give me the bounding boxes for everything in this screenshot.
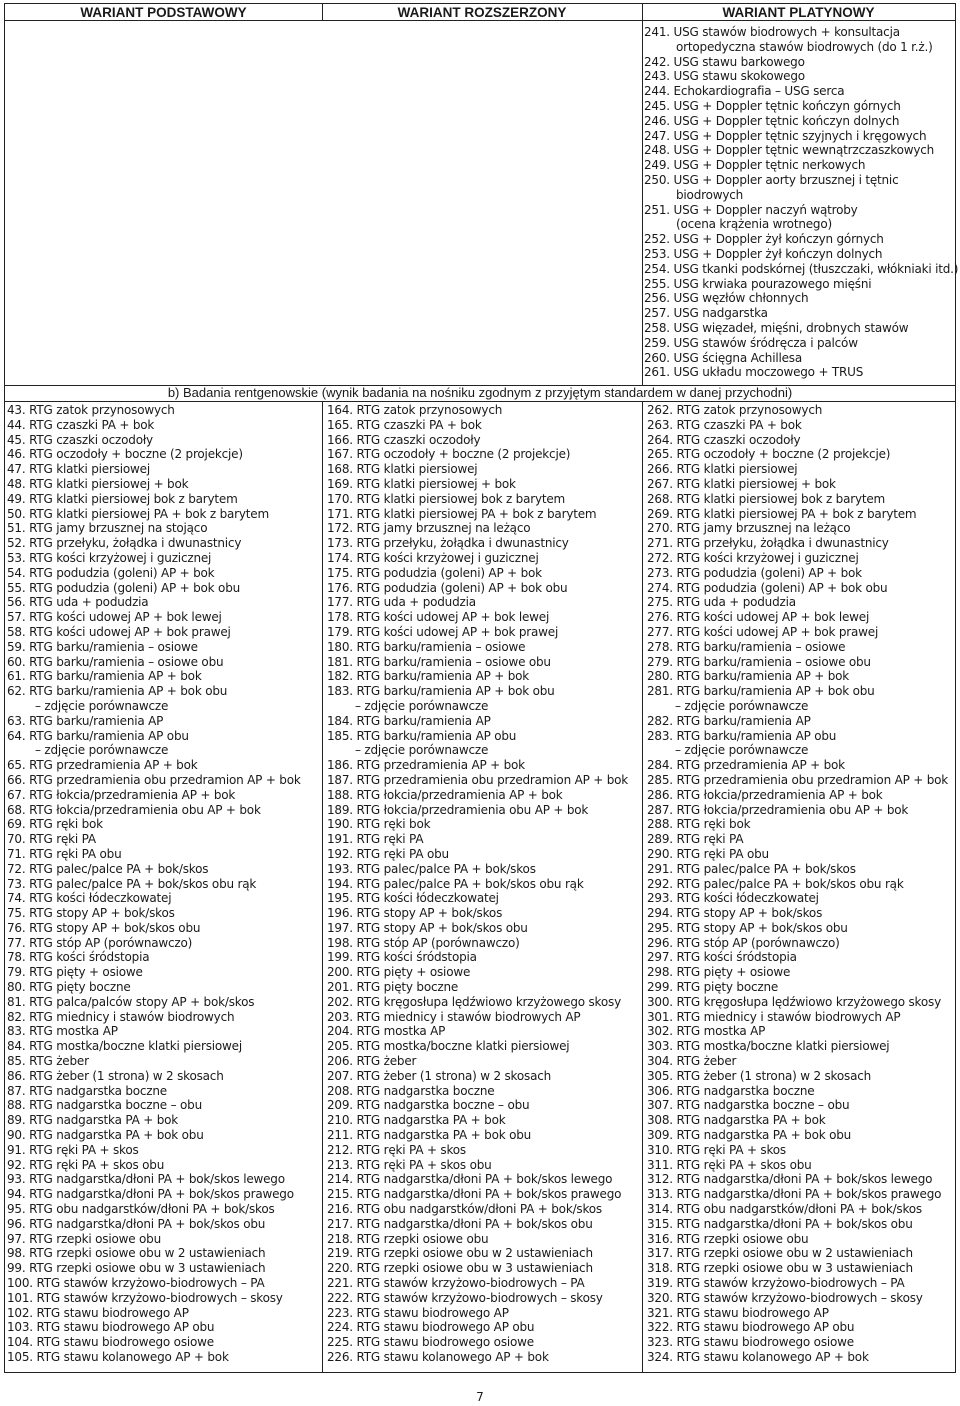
- header-basic: WARIANT PODSTAWOWY: [5, 4, 322, 21]
- list-item: 219. RTG rzepki osiowe obu w 2 ustawieniach: [327, 1246, 593, 1261]
- list-item: 177. RTG uda + podudzia: [327, 595, 476, 610]
- list-item: 69. RTG ręki bok: [7, 817, 103, 832]
- list-item: 61. RTG barku/ramienia AP + bok: [7, 669, 202, 684]
- list-item: 246. USG + Doppler tętnic kończyn dolnych: [644, 113, 900, 128]
- list-item: biodrowych: [676, 187, 744, 202]
- list-item: 252. USG + Doppler żył kończyn górnych: [644, 232, 884, 247]
- list-item: 189. RTG łokcia/przedramienia obu AP + bok: [327, 802, 589, 817]
- list-item: 296. RTG stóp AP (porównawczo): [647, 935, 840, 950]
- divider: [642, 401, 643, 1372]
- list-item: 170. RTG klatki piersiowej bok z barytem: [327, 491, 566, 506]
- list-item: 53. RTG kości krzyżowej i guzicznej: [7, 550, 212, 565]
- list-item: 51. RTG jamy brzusznej na stojąco: [7, 521, 208, 536]
- list-item: 226. RTG stawu kolanowego AP + bok: [327, 1350, 549, 1364]
- list-item: 180. RTG barku/ramienia – osiowe: [327, 639, 526, 654]
- list-item: 286. RTG łokcia/przedramienia AP + bok: [647, 787, 883, 802]
- list-item: 83. RTG mostka AP: [7, 1024, 118, 1039]
- list-item: 171. RTG klatki piersiowej PA + bok z barytem: [327, 506, 597, 521]
- list-item: 209. RTG nadgarstka boczne – obu: [327, 1098, 530, 1113]
- list-item: 77. RTG stóp AP (porównawczo): [7, 935, 193, 950]
- list-item: 197. RTG stopy AP + bok/skos obu: [327, 920, 528, 935]
- list-item: – zdjęcie porównawcze: [355, 698, 489, 713]
- list-item: 284. RTG przedramienia AP + bok: [647, 758, 845, 773]
- list-item: 70. RTG ręki PA: [7, 832, 96, 847]
- list-item: 67. RTG łokcia/przedramienia AP + bok: [7, 787, 236, 802]
- list-item: 298. RTG pięty + osiowe: [647, 965, 791, 980]
- list-item: – zdjęcie porównawcze: [35, 698, 169, 713]
- list-item: 242. USG stawu barkowego: [644, 54, 805, 69]
- list-item: 62. RTG barku/ramienia AP + bok obu: [7, 684, 228, 699]
- list-item: 275. RTG uda + podudzia: [647, 595, 796, 610]
- section-title: b) Badania rentgenowskie (wynik badania na nośniku zgodnym z przyjętym standardem w danej przychodni): [167, 385, 793, 400]
- list-item: – zdjęcie porównawcze: [355, 743, 489, 758]
- list-item: 195. RTG kości łódeczkowatej: [327, 891, 499, 906]
- list-item: 320. RTG stawów krzyżowo-biodrowych – skosy: [647, 1290, 923, 1305]
- list-item: 80. RTG pięty boczne: [7, 980, 131, 995]
- list-item: 203. RTG miednicy i stawów biodrowych AP: [327, 1009, 581, 1024]
- list-item: 282. RTG barku/ramienia AP: [647, 713, 811, 728]
- list-item: 43. RTG zatok przynosowych: [7, 403, 175, 417]
- list-item: 205. RTG mostka/boczne klatki piersiowej: [327, 1039, 570, 1054]
- list-item: 212. RTG ręki PA + skos: [327, 1142, 466, 1157]
- list-item: 103. RTG stawu biodrowego AP obu: [7, 1320, 215, 1335]
- list-item: 64. RTG barku/ramienia AP obu: [7, 728, 189, 743]
- list-item: 96. RTG nadgarstka/dłoni PA + bok/skos obu: [7, 1216, 266, 1231]
- list-item: 322. RTG stawu biodrowego AP obu: [647, 1320, 855, 1335]
- list-item: 166. RTG czaszki oczodoły: [327, 432, 481, 447]
- divider: [5, 401, 955, 402]
- list-item: 244. Echokardiografia – USG serca: [644, 84, 845, 99]
- list-item: 174. RTG kości krzyżowej i guzicznej: [327, 550, 539, 565]
- list-item: 302. RTG mostka AP: [647, 1024, 766, 1039]
- list-item: 57. RTG kości udowej AP + bok lewej: [7, 610, 222, 625]
- list-item: 262. RTG zatok przynosowych: [647, 403, 823, 417]
- list-item: 208. RTG nadgarstka boczne: [327, 1083, 495, 1098]
- list-item: (ocena krążenia wrotnego): [676, 217, 832, 232]
- list-item: 310. RTG ręki PA + skos: [647, 1142, 786, 1157]
- list-item: 279. RTG barku/ramienia – osiowe obu: [647, 654, 871, 669]
- list-item: 164. RTG zatok przynosowych: [327, 403, 503, 417]
- list-item: 263. RTG czaszki PA + bok: [647, 417, 802, 432]
- list-item: 258. USG więzadeł, mięśni, drobnych stawów: [644, 320, 909, 335]
- list-item: 243. USG stawu skokowego: [644, 69, 805, 84]
- list-item: 184. RTG barku/ramienia AP: [327, 713, 491, 728]
- list-item: 272. RTG kości krzyżowej i guzicznej: [647, 550, 859, 565]
- list-item: 315. RTG nadgarstka/dłoni PA + bok/skos obu: [647, 1216, 913, 1231]
- list-item: 186. RTG przedramienia AP + bok: [327, 758, 525, 773]
- list-item: 213. RTG ręki PA + skos obu: [327, 1157, 492, 1172]
- list-item: 324. RTG stawu kolanowego AP + bok: [647, 1350, 869, 1364]
- list-item: 299. RTG pięty boczne: [647, 980, 779, 995]
- usg-platinum-list: [644, 25, 959, 380]
- list-item: 250. USG + Doppler aorty brzusznej i tętnic: [644, 172, 899, 187]
- list-item: 280. RTG barku/ramienia AP + bok: [647, 669, 850, 684]
- list-item: 271. RTG przełyku, żołądka i dwunastnicy: [647, 536, 889, 551]
- list-item: 90. RTG nadgarstka PA + bok obu: [7, 1128, 204, 1143]
- list-item: 95. RTG obu nadgarstków/dłoni PA + bok/skos: [7, 1202, 275, 1217]
- list-item: 288. RTG ręki bok: [647, 817, 751, 832]
- list-item: 176. RTG podudzia (goleni) AP + bok obu: [327, 580, 568, 595]
- divider: [322, 4, 323, 21]
- list-item: 102. RTG stawu biodrowego AP: [7, 1305, 189, 1320]
- list-item: 52. RTG przełyku, żołądka i dwunastnicy: [7, 536, 242, 551]
- rtg-basic-list: [7, 403, 320, 1365]
- list-item: 225. RTG stawu biodrowego osiowe: [327, 1335, 534, 1350]
- list-item: 99. RTG rzepki osiowe obu w 3 ustawieniach: [7, 1261, 266, 1276]
- list-item: 199. RTG kości śródstopia: [327, 950, 477, 965]
- list-item: 292. RTG palec/palce PA + bok/skos obu rąk: [647, 876, 904, 891]
- list-item: 175. RTG podudzia (goleni) AP + bok: [327, 565, 542, 580]
- list-item: 72. RTG palec/palce PA + bok/skos: [7, 861, 209, 876]
- header-platinum: WARIANT PLATYNOWY: [642, 4, 955, 21]
- list-item: 105. RTG stawu kolanowego AP + bok: [7, 1350, 229, 1364]
- list-item: 316. RTG rzepki osiowe obu: [647, 1231, 809, 1246]
- list-item: 93. RTG nadgarstka/dłoni PA + bok/skos lewego: [7, 1172, 285, 1187]
- list-item: 49. RTG klatki piersiowej bok z barytem: [7, 491, 238, 506]
- list-item: 191. RTG ręki PA: [327, 832, 424, 847]
- list-item: 293. RTG kości łódeczkowatej: [647, 891, 819, 906]
- list-item: 89. RTG nadgarstka PA + bok: [7, 1113, 179, 1128]
- list-item: 87. RTG nadgarstka boczne: [7, 1083, 167, 1098]
- list-item: 215. RTG nadgarstka/dłoni PA + bok/skos prawego: [327, 1187, 622, 1202]
- list-item: 185. RTG barku/ramienia AP obu: [327, 728, 517, 743]
- list-item: 192. RTG ręki PA obu: [327, 846, 449, 861]
- divider: [322, 401, 323, 1372]
- list-item: 73. RTG palec/palce PA + bok/skos obu rąk: [7, 876, 257, 891]
- list-item: 319. RTG stawów krzyżowo-biodrowych – PA: [647, 1276, 905, 1291]
- list-item: 63. RTG barku/ramienia AP: [7, 713, 164, 728]
- list-item: 300. RTG kręgosłupa lędźwiowo krzyżowego skosy: [647, 994, 941, 1009]
- list-item: 206. RTG żeber: [327, 1054, 417, 1069]
- list-item: 202. RTG kręgosłupa lędźwiowo krzyżowego skosy: [327, 994, 621, 1009]
- list-item: 312. RTG nadgarstka/dłoni PA + bok/skos lewego: [647, 1172, 933, 1187]
- list-item: 256. USG węzłów chłonnych: [644, 291, 809, 306]
- list-item: 45. RTG czaszki oczodoły: [7, 432, 153, 447]
- list-item: 295. RTG stopy AP + bok/skos obu: [647, 920, 848, 935]
- list-item: 249. USG + Doppler tętnic nerkowych: [644, 158, 866, 173]
- list-item: 56. RTG uda + podudzia: [7, 595, 149, 610]
- list-item: 190. RTG ręki bok: [327, 817, 431, 832]
- list-item: 314. RTG obu nadgarstków/dłoni PA + bok/skos: [647, 1202, 922, 1217]
- list-item: 224. RTG stawu biodrowego AP obu: [327, 1320, 535, 1335]
- list-item: 254. USG tkanki podskórnej (tłuszczaki, włókniaki itd.): [644, 261, 959, 276]
- list-item: 74. RTG kości łódeczkowatej: [7, 891, 172, 906]
- list-item: 54. RTG podudzia (goleni) AP + bok: [7, 565, 215, 580]
- list-item: 187. RTG przedramienia obu przedramion AP + bok: [327, 772, 629, 787]
- list-item: 91. RTG ręki PA + skos: [7, 1142, 139, 1157]
- list-item: 44. RTG czaszki PA + bok: [7, 417, 155, 432]
- list-item: 323. RTG stawu biodrowego osiowe: [647, 1335, 854, 1350]
- list-item: 198. RTG stóp AP (porównawczo): [327, 935, 520, 950]
- list-item: 168. RTG klatki piersiowej: [327, 462, 478, 477]
- list-item: 266. RTG klatki piersiowej: [647, 462, 798, 477]
- list-item: 306. RTG nadgarstka boczne: [647, 1083, 815, 1098]
- list-item: 294. RTG stopy AP + bok/skos: [647, 906, 823, 921]
- list-item: 274. RTG podudzia (goleni) AP + bok obu: [647, 580, 888, 595]
- list-item: 60. RTG barku/ramienia – osiowe obu: [7, 654, 224, 669]
- list-item: – zdjęcie porównawcze: [675, 698, 809, 713]
- list-item: 221. RTG stawów krzyżowo-biodrowych – PA: [327, 1276, 585, 1291]
- list-item: 321. RTG stawu biodrowego AP: [647, 1305, 829, 1320]
- list-item: 291. RTG palec/palce PA + bok/skos: [647, 861, 856, 876]
- header-extended: WARIANT ROZSZERZONY: [322, 4, 642, 21]
- list-item: 101. RTG stawów krzyżowo-biodrowych – skosy: [7, 1290, 283, 1305]
- list-item: – zdjęcie porównawcze: [675, 743, 809, 758]
- list-item: 261. USG układu moczowego + TRUS: [644, 365, 864, 380]
- list-item: 85. RTG żeber: [7, 1054, 89, 1069]
- list-item: 307. RTG nadgarstka boczne – obu: [647, 1098, 850, 1113]
- list-item: 251. USG + Doppler naczyń wątroby: [644, 202, 858, 217]
- list-item: 260. USG ścięgna Achillesa: [644, 350, 802, 365]
- list-item: 220. RTG rzepki osiowe obu w 3 ustawieniach: [327, 1261, 593, 1276]
- list-item: 178. RTG kości udowej AP + bok lewej: [327, 610, 550, 625]
- list-item: 58. RTG kości udowej AP + bok prawej: [7, 624, 231, 639]
- list-item: 301. RTG miednicy i stawów biodrowych AP: [647, 1009, 901, 1024]
- list-item: 269. RTG klatki piersiowej PA + bok z barytem: [647, 506, 917, 521]
- list-item: 181. RTG barku/ramienia – osiowe obu: [327, 654, 551, 669]
- list-item: 210. RTG nadgarstka PA + bok: [327, 1113, 506, 1128]
- list-item: 48. RTG klatki piersiowej + bok: [7, 476, 189, 491]
- list-item: 82. RTG miednicy i stawów biodrowych: [7, 1009, 235, 1024]
- list-item: 211. RTG nadgarstka PA + bok obu: [327, 1128, 532, 1143]
- list-item: 165. RTG czaszki PA + bok: [327, 417, 482, 432]
- list-item: 305. RTG żeber (1 strona) w 2 skosach: [647, 1068, 872, 1083]
- list-item: 283. RTG barku/ramienia AP obu: [647, 728, 837, 743]
- page-number: 7: [476, 1390, 484, 1404]
- list-item: 273. RTG podudzia (goleni) AP + bok: [647, 565, 862, 580]
- list-item: 65. RTG przedramienia AP + bok: [7, 758, 198, 773]
- list-item: 182. RTG barku/ramienia AP + bok: [327, 669, 530, 684]
- list-item: 303. RTG mostka/boczne klatki piersiowej: [647, 1039, 890, 1054]
- list-item: 46. RTG oczodoły + boczne (2 projekcje): [7, 447, 243, 462]
- list-item: 290. RTG ręki PA obu: [647, 846, 769, 861]
- list-item: 167. RTG oczodoły + boczne (2 projekcje): [327, 447, 571, 462]
- list-item: 265. RTG oczodoły + boczne (2 projekcje): [647, 447, 891, 462]
- list-item: 59. RTG barku/ramienia – osiowe: [7, 639, 198, 654]
- list-item: 193. RTG palec/palce PA + bok/skos: [327, 861, 536, 876]
- list-item: 55. RTG podudzia (goleni) AP + bok obu: [7, 580, 241, 595]
- list-item: 313. RTG nadgarstka/dłoni PA + bok/skos prawego: [647, 1187, 942, 1202]
- list-item: 318. RTG rzepki osiowe obu w 3 ustawieniach: [647, 1261, 913, 1276]
- list-item: 241. USG stawów biodrowych + konsultacja: [644, 25, 900, 39]
- list-item: 264. RTG czaszki oczodoły: [647, 432, 801, 447]
- list-item: 86. RTG żeber (1 strona) w 2 skosach: [7, 1068, 224, 1083]
- list-item: 311. RTG ręki PA + skos obu: [647, 1157, 812, 1172]
- rtg-platinum-list: [647, 403, 953, 1365]
- list-item: 253. USG + Doppler żył kończyn dolnych: [644, 246, 883, 261]
- list-item: 188. RTG łokcia/przedramienia AP + bok: [327, 787, 563, 802]
- list-item: 196. RTG stopy AP + bok/skos: [327, 906, 503, 921]
- list-item: 204. RTG mostka AP: [327, 1024, 446, 1039]
- list-item: 217. RTG nadgarstka/dłoni PA + bok/skos obu: [327, 1216, 593, 1231]
- list-item: 207. RTG żeber (1 strona) w 2 skosach: [327, 1068, 552, 1083]
- list-item: 194. RTG palec/palce PA + bok/skos obu rąk: [327, 876, 584, 891]
- list-item: 84. RTG mostka/boczne klatki piersiowej: [7, 1039, 242, 1054]
- list-item: 259. USG stawów śródręcza i palców: [644, 335, 858, 350]
- list-item: 216. RTG obu nadgarstków/dłoni PA + bok/skos: [327, 1202, 602, 1217]
- list-item: 248. USG + Doppler tętnic wewnątrzczaszkowych: [644, 143, 935, 158]
- list-item: 317. RTG rzepki osiowe obu w 2 ustawieniach: [647, 1246, 913, 1261]
- list-item: 285. RTG przedramienia obu przedramion AP + bok: [647, 772, 949, 787]
- list-item: 47. RTG klatki piersiowej: [7, 462, 150, 477]
- list-item: 200. RTG pięty + osiowe: [327, 965, 471, 980]
- list-item: 222. RTG stawów krzyżowo-biodrowych – skosy: [327, 1290, 603, 1305]
- list-item: 71. RTG ręki PA obu: [7, 846, 122, 861]
- list-item: 278. RTG barku/ramienia – osiowe: [647, 639, 846, 654]
- list-item: 78. RTG kości śródstopia: [7, 950, 150, 965]
- list-item: 257. USG nadgarstka: [644, 306, 768, 321]
- list-item: 277. RTG kości udowej AP + bok prawej: [647, 624, 879, 639]
- list-item: 81. RTG palca/palców stopy AP + bok/skos: [7, 994, 255, 1009]
- list-item: 88. RTG nadgarstka boczne – obu: [7, 1098, 202, 1113]
- table-frame: [4, 3, 959, 1373]
- list-item: 100. RTG stawów krzyżowo-biodrowych – PA: [7, 1276, 265, 1291]
- list-item: 94. RTG nadgarstka/dłoni PA + bok/skos prawego: [7, 1187, 294, 1202]
- list-item: 66. RTG przedramienia obu przedramion AP + bok: [7, 772, 301, 787]
- list-item: 304. RTG żeber: [647, 1054, 737, 1069]
- list-item: 223. RTG stawu biodrowego AP: [327, 1305, 509, 1320]
- list-item: 97. RTG rzepki osiowe obu: [7, 1231, 161, 1246]
- list-item: – zdjęcie porównawcze: [35, 743, 169, 758]
- list-item: ortopedyczna stawów biodrowych (do 1 r.ż.): [676, 39, 933, 54]
- list-item: 309. RTG nadgarstka PA + bok obu: [647, 1128, 852, 1143]
- list-item: 270. RTG jamy brzusznej na leżąco: [647, 521, 851, 536]
- list-item: 214. RTG nadgarstka/dłoni PA + bok/skos lewego: [327, 1172, 613, 1187]
- list-item: 201. RTG pięty boczne: [327, 980, 459, 995]
- list-item: 172. RTG jamy brzusznej na leżąco: [327, 521, 531, 536]
- list-item: 245. USG + Doppler tętnic kończyn górnych: [644, 98, 901, 113]
- list-item: 276. RTG kości udowej AP + bok lewej: [647, 610, 870, 625]
- list-item: 98. RTG rzepki osiowe obu w 2 ustawieniach: [7, 1246, 266, 1261]
- divider: [642, 4, 643, 385]
- rtg-extended-list: [327, 403, 640, 1365]
- list-item: 92. RTG ręki PA + skos obu: [7, 1157, 165, 1172]
- list-item: 183. RTG barku/ramienia AP + bok obu: [327, 684, 555, 699]
- list-item: 289. RTG ręki PA: [647, 832, 744, 847]
- list-item: 281. RTG barku/ramienia AP + bok obu: [647, 684, 875, 699]
- list-item: 104. RTG stawu biodrowego osiowe: [7, 1335, 214, 1350]
- list-item: 76. RTG stopy AP + bok/skos obu: [7, 920, 201, 935]
- list-item: 68. RTG łokcia/przedramienia obu AP + bok: [7, 802, 261, 817]
- list-item: 179. RTG kości udowej AP + bok prawej: [327, 624, 559, 639]
- list-item: 287. RTG łokcia/przedramienia obu AP + bok: [647, 802, 909, 817]
- list-item: 218. RTG rzepki osiowe obu: [327, 1231, 489, 1246]
- list-item: 297. RTG kości śródstopia: [647, 950, 797, 965]
- list-item: 308. RTG nadgarstka PA + bok: [647, 1113, 826, 1128]
- list-item: 255. USG krwiaka pourazowego mięśni: [644, 276, 872, 291]
- list-item: 173. RTG przełyku, żołądka i dwunastnicy: [327, 536, 569, 551]
- list-item: 268. RTG klatki piersiowej bok z barytem: [647, 491, 886, 506]
- list-item: 169. RTG klatki piersiowej + bok: [327, 476, 516, 491]
- list-item: 75. RTG stopy AP + bok/skos: [7, 906, 175, 921]
- list-item: 79. RTG pięty + osiowe: [7, 965, 143, 980]
- list-item: 247. USG + Doppler tętnic szyjnych i kręgowych: [644, 128, 927, 143]
- list-item: 267. RTG klatki piersiowej + bok: [647, 476, 836, 491]
- list-item: 50. RTG klatki piersiowej PA + bok z barytem: [7, 506, 269, 521]
